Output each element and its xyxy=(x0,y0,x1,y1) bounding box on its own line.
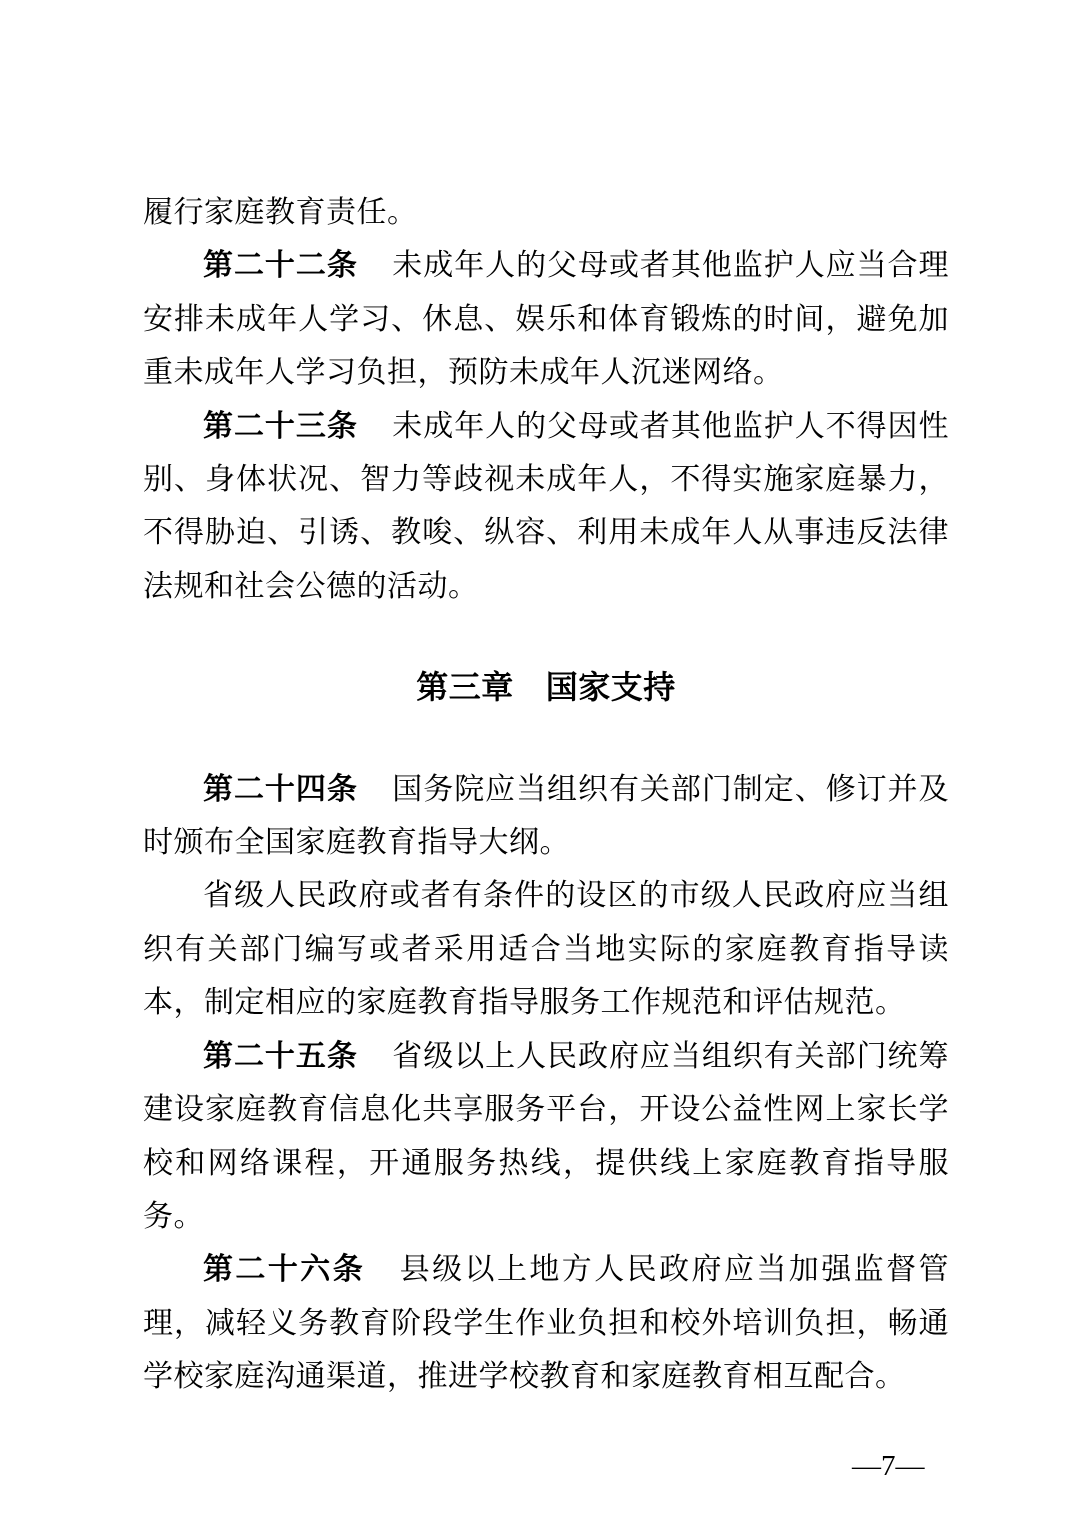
chapter-title: 国家支持 xyxy=(545,669,676,706)
article-paragraph xyxy=(143,763,949,870)
paragraph-text: 省级以上人民政府应当组织有关部门统筹建设家庭教育信息化共享服务平台，开设公益性网上家长学校和网络课程，开通服务热线，提供线上家庭教育指导服务。 xyxy=(143,1039,950,1233)
document-body xyxy=(143,186,949,1404)
article-paragraph xyxy=(143,400,949,614)
article-label: 第二十二条 xyxy=(203,249,358,283)
paragraph-text: 国务院应当组织有关部门制定、修订并及时颁布全国家庭教育指导大纲。 xyxy=(143,772,950,860)
article-paragraph xyxy=(143,239,949,399)
article-label: 第二十六条 xyxy=(203,1253,366,1287)
page-number: —7— xyxy=(852,1450,925,1482)
chapter-heading xyxy=(143,661,949,714)
article-label: 第二十三条 xyxy=(203,409,358,443)
article-label: 第二十五条 xyxy=(203,1039,358,1073)
article-label: 第二十四条 xyxy=(203,772,358,806)
body-paragraph xyxy=(143,869,949,1029)
paragraph-text: 县级以上地方人民政府应当加强监督管理，减轻义务教育阶段学生作业负担和校外培训负担，畅通学校家庭沟通渠道，推进学校教育和家庭教育相互配合。 xyxy=(143,1253,950,1394)
paragraph-text: 省级人民政府或者有条件的设区的市级人民政府应当组织有关部门编写或者采用适合当地实际的家庭教育指导读本，制定相应的家庭教育指导服务工作规范和评估规范。 xyxy=(143,879,949,1020)
paragraph-text: 履行家庭教育责任。 xyxy=(143,196,418,229)
chapter-number: 第三章 xyxy=(416,669,514,706)
article-paragraph xyxy=(143,1030,949,1244)
body-paragraph xyxy=(143,186,949,239)
paragraph-text: 未成年人的父母或者其他监护人应当合理安排未成年人学习、休息、娱乐和体育锻炼的时间，避免加重未成年人学习负担，预防未成年人沉迷网络。 xyxy=(143,249,950,390)
paragraph-text: 未成年人的父母或者其他监护人不得因性别、身体状况、智力等歧视未成年人，不得实施家庭暴力，不得胁迫、引诱、教唆、纵容、利用未成年人从事违反法律法规和社会公德的活动。 xyxy=(143,409,950,603)
article-paragraph xyxy=(143,1243,949,1403)
